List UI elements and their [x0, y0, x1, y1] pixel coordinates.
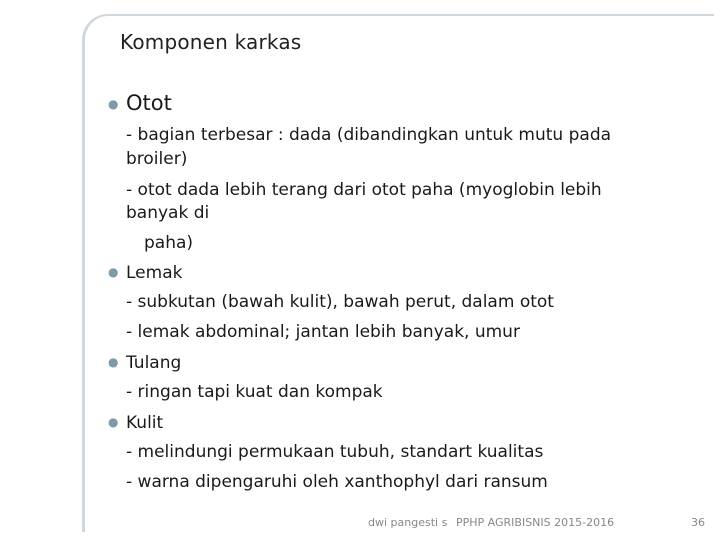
text-line: - bagian terbesar : dada (dibandingkan untuk mutu pada [126, 125, 612, 145]
bullet-icon: ● [108, 355, 119, 369]
heading-text: Kulit [126, 413, 164, 433]
text-line: - otot dada lebih terang dari otot paha (myoglobin lebih [126, 180, 602, 200]
text-line: - melindungi permukaan tubuh, standart kualitas [126, 442, 544, 462]
text-line: - lemak abdominal; jantan lebih banyak, umur [126, 322, 520, 342]
text-line: - subkutan (bawah kulit), bawah perut, dalam otot [126, 292, 554, 312]
text-line: - warna dipengaruhi oleh xanthophyl dari ransum [126, 472, 548, 492]
text-line: broiler) [126, 149, 188, 169]
section-heading-kulit [108, 412, 163, 433]
section-heading-lemak [108, 262, 182, 283]
slide-number: 36 [691, 516, 705, 529]
heading-text: Otot [126, 91, 172, 115]
footer-author: dwi pangesti s [368, 516, 448, 529]
bullet-icon: ● [108, 265, 119, 279]
bullet-icon: ● [108, 97, 119, 111]
bullet-icon: ● [108, 415, 119, 429]
section-heading-otot [108, 91, 172, 116]
heading-text: Lemak [126, 263, 183, 283]
slide-title: Komponen karkas [120, 30, 302, 54]
text-line: banyak di [126, 203, 210, 223]
text-line: - ringan tapi kuat dan kompak [126, 382, 383, 402]
heading-text: Tulang [126, 353, 182, 373]
section-heading-tulang [108, 352, 181, 373]
footer-course: PPHP AGRIBISNIS 2015-2016 [456, 516, 615, 529]
text-line: paha) [144, 233, 194, 253]
